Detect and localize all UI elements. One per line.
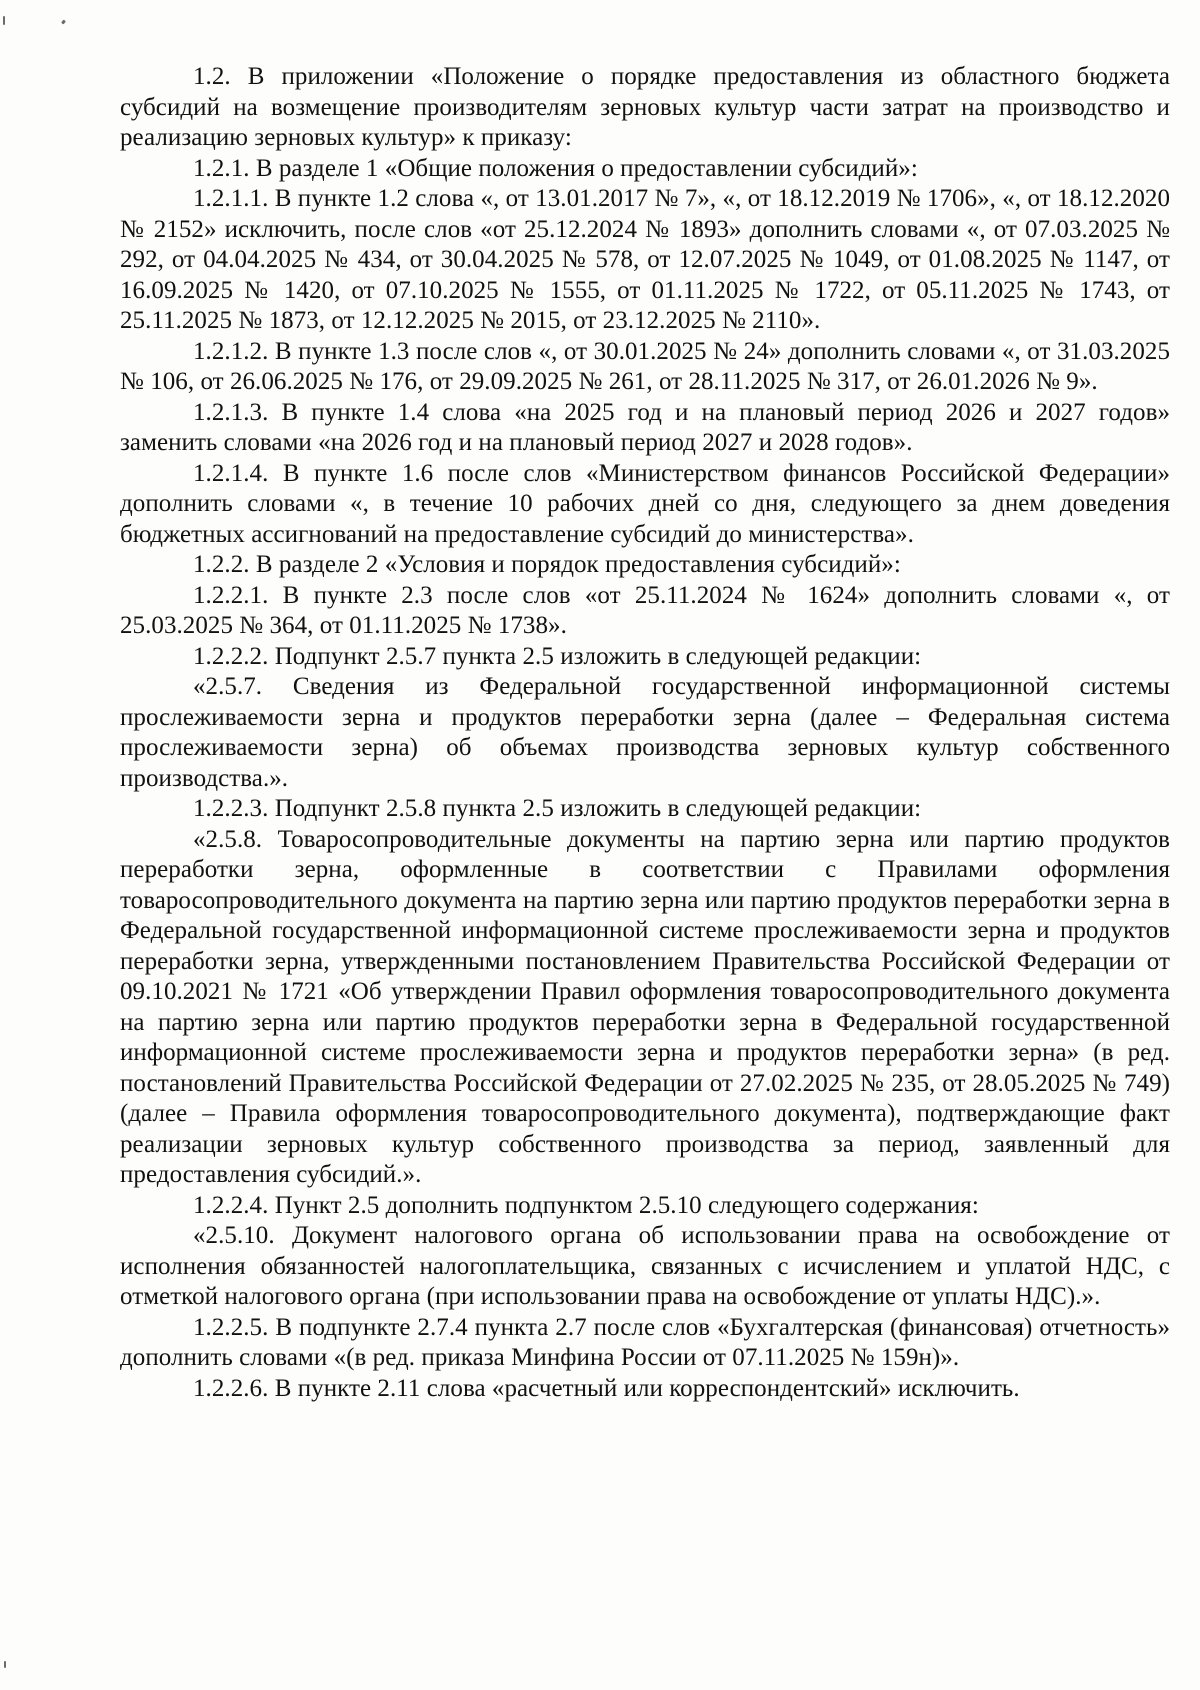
- paragraph-1-2-2-4: 1.2.2.4. Пункт 2.5 дополнить подпунктом 2.5.10 следующего содержания:: [193, 1191, 979, 1219]
- paragraph-1-2-2-1: 1.2.2.1. В пункте 2.3 после слов «от 25.11.2024 № 1624» дополнить словами «, от 25.03.2025 № 364, от 01.11.2025 № 1738».: [120, 581, 1170, 639]
- scan-speck: [3, 16, 5, 25]
- paragraph-1-2-2-6: 1.2.2.6. В пункте 2.11 слова «расчетный или корреспондентский» исключить.: [193, 1374, 1020, 1402]
- paragraph-1-2-2-2: 1.2.2.2. Подпункт 2.5.7 пункта 2.5 изложить в следующей редакции:: [193, 642, 922, 670]
- paragraph-1-2-2: 1.2.2. В разделе 2 «Условия и порядок предоставления субсидий»:: [193, 551, 901, 578]
- paragraph-1-2-1-2: 1.2.1.2. В пункте 1.3 после слов «, от 30.01.2025 № 24» дополнить словами «, от 31.03.2025 № 106, от 26.06.2025 № 176, от 29.09.2025 № 261, от 28.11.2025 № 317, от 26.01.2026 № 9».: [120, 337, 1170, 395]
- scan-speck: [4, 1661, 6, 1668]
- paragraph-1-2-1-1: 1.2.1.1. В пункте 1.2 слова «, от 13.01.2017 № 7», «, от 18.12.2019 № 1706», «, от 18.12.2020 № 2152» исключить, после слов «от 25.12.2024 № 1893» дополнить словами «, от 07.03.2025 № 292, от 04.04.2025 № 434, от 30.04.2025 № 578, от 12.07.2025 № 1049, от 01.08.2025 № 1147, от 16.09.2025 № 1420, от 07.10.2025 № 1555, от 01.11.2025 № 1722, от 05.11.2025 № 1743, от 25.11.2025 № 1873, от 12.12.2025 № 2015, от 23.12.2025 № 2110».: [120, 185, 1170, 334]
- quote-2-5-7: «2.5.7. Сведения из Федеральной государственной информационной системы прослеживаемости зерна и продуктов переработки зерна (далее – Федеральная система прослеживаемости зерна) об объемах производства зерновых культур собственного производства.».: [120, 673, 1170, 792]
- quote-2-5-8: «2.5.8. Товаросопроводительные документы на партию зерна или партию продуктов переработки зерна, оформленные в соответствии с Правилами оформления товаросопроводительного документа на партию зерна или партию продуктов переработки зерна в Федеральной государственной информационной системе прослеживаемости зерна и продуктов переработки зерна, утвержденными постановлением Правительства Российской Федерации от 09.10.2021 № 1721 «Об утверждении Правил оформления товаросопроводительного документа на партию зерна или партию продуктов переработки зерна в Федеральной государственной информационной системе прослеживаемости зерна и продуктов переработки зерна» (в ред. постановлений Правительства Российской Федерации от 27.02.2025 № 235, от 28.05.2025 № 749) (далее – Правила оформления товаросопроводительного документа), подтверждающие факт реализации зерновых культур собственного производства за период, заявленный для предоставления субсидий.».: [120, 825, 1170, 1188]
- paragraph-1-2-2-5: 1.2.2.5. В подпункте 2.7.4 пункта 2.7 после слов «Бухгалтерская (финансовая) отчетность» дополнить словами «(в ред. приказа Минфина России от 07.11.2025 № 159н)».: [120, 1313, 1170, 1371]
- scan-speck: [61, 20, 66, 25]
- document-body: [120, 62, 1170, 1404]
- quote-2-5-10: «2.5.10. Документ налогового органа об использовании права на освобождение от исполнения обязанностей налогоплательщика, связанных с исчислением и уплатой НДС, с отметкой налогового органа (при использовании права на освобождение от уплаты НДС).».: [120, 1222, 1170, 1310]
- paragraph-1-2-1-4: 1.2.1.4. В пункте 1.6 после слов «Министерством финансов Российской Федерации» дополнить словами «, в течение 10 рабочих дней со дня, следующего за днем доведения бюджетных ассигнований на предоставление субсидий до министерства».: [120, 459, 1170, 548]
- paragraph-1-2-1-3: 1.2.1.3. В пункте 1.4 слова «на 2025 год и на плановый период 2026 и 2027 годов» заменить словами «на 2026 год и на плановый период 2027 и 2028 годов».: [120, 398, 1170, 456]
- paragraph-1-2: 1.2. В приложении «Положение о порядке предоставления из областного бюджета субсидий на возмещение производителям зерновых культур части затрат на производство и реализацию зерновых культур» к приказу:: [120, 63, 1170, 151]
- paragraph-1-2-2-3: 1.2.2.3. Подпункт 2.5.8 пункта 2.5 изложить в следующей редакции:: [193, 795, 922, 822]
- paragraph-1-2-1: 1.2.1. В разделе 1 «Общие положения о предоставлении субсидий»:: [193, 154, 918, 182]
